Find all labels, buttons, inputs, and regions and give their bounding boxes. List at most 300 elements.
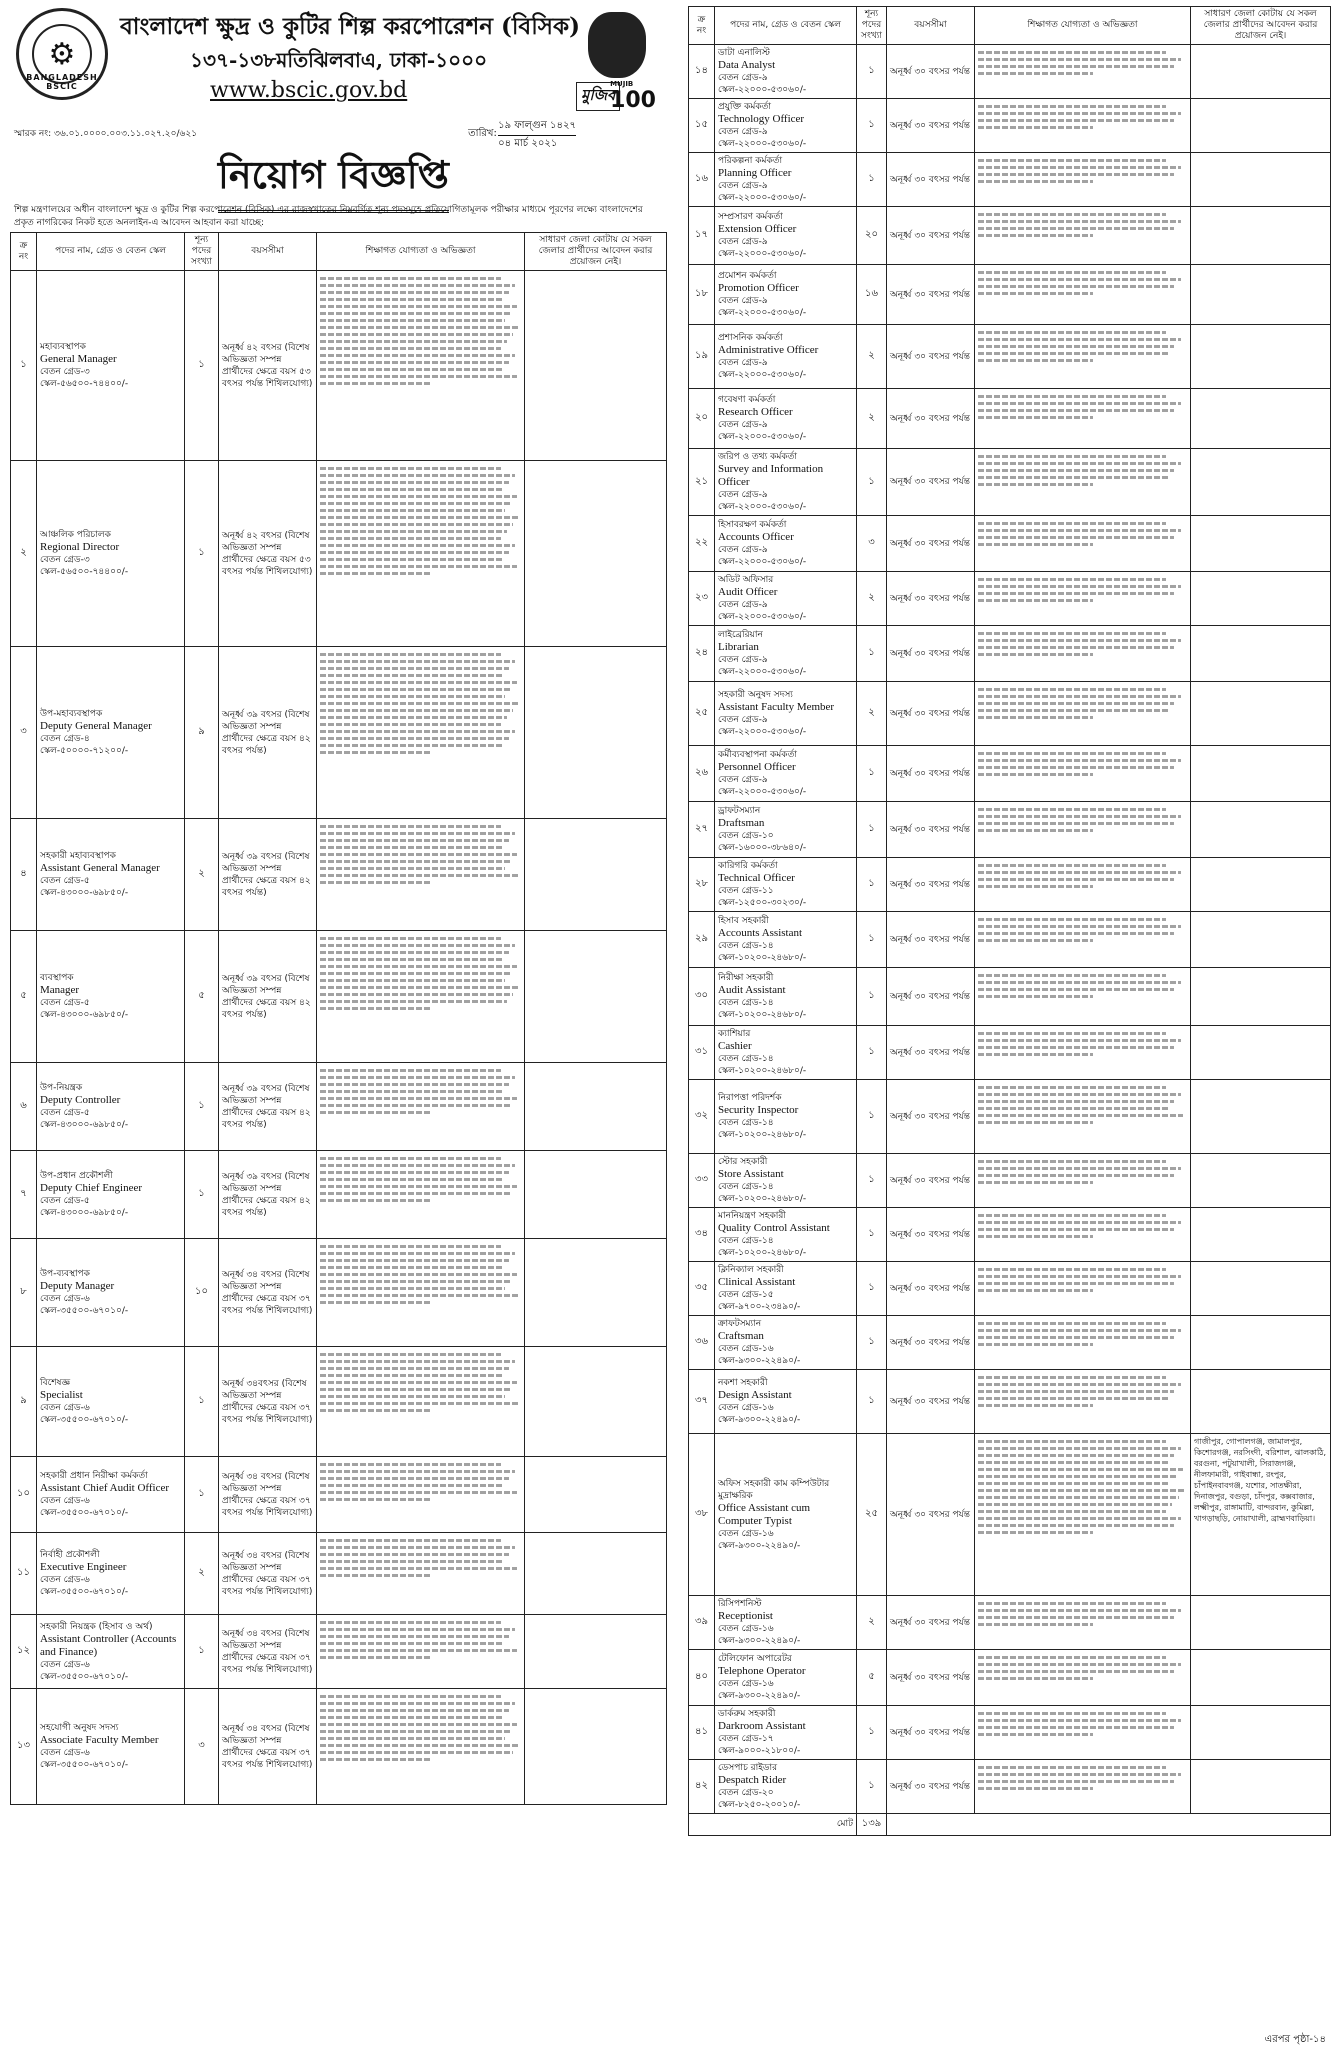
org-website[interactable]: www.bscic.gov.bd xyxy=(210,78,408,103)
vacancy-count: ১ xyxy=(185,1347,219,1457)
pay-scale: স্কেল-৫৬৫০০-৭৪৪০০/- xyxy=(40,379,129,389)
pay-scale: স্কেল-২২০০০-৫৩০৬০/- xyxy=(718,432,807,442)
total-spacer xyxy=(887,1814,1331,1836)
pay-scale: স্কেল-২২০০০-৫৩০৬০/- xyxy=(718,612,807,622)
text-line xyxy=(320,1287,505,1290)
vacancy-count: ১ xyxy=(185,1457,219,1533)
district-quota xyxy=(1191,1316,1331,1370)
pay-grade: বেতন গ্রেড-৬ xyxy=(40,1403,90,1413)
district-quota xyxy=(1191,1154,1331,1208)
gear-emblem-icon: ⚙ xyxy=(32,24,92,84)
text-line xyxy=(978,716,1093,719)
post-name-en: Audit Officer xyxy=(718,586,778,598)
pay-scale: স্কেল-২২০০০-৫৩০৬০/- xyxy=(718,193,807,203)
text-line xyxy=(320,1546,515,1549)
text-line xyxy=(320,1709,509,1712)
text-line xyxy=(320,860,511,863)
col-dist: সাধারণ জেলা কোটায় যে সকল জেলার প্রার্থীদের আবেদন করার প্রয়োজন নেই। xyxy=(1191,7,1331,45)
pay-grade: বেতন গ্রেড-১৬ xyxy=(718,1403,774,1413)
age-limit: অনূর্ধ্ব ৩০ বৎসর পর্যন্ত xyxy=(887,1208,975,1262)
post-name-bn: অফিস সহকারী কাম কম্পিউটার মুদ্রাক্ষরিক xyxy=(718,1478,830,1501)
text-line xyxy=(320,1484,503,1487)
vacancy-count: ১ xyxy=(857,1026,887,1080)
text-line xyxy=(978,1712,1166,1715)
pay-scale: স্কেল-১৬০০০-৩৮৬৪০/- xyxy=(718,843,807,853)
text-line xyxy=(320,1621,501,1624)
post-name-bn: হিসাব সহকারী xyxy=(718,916,769,926)
vacancy-count: ৫ xyxy=(857,1650,887,1706)
pay-grade: বেতন গ্রেড-১৪ xyxy=(718,1182,774,1192)
text-line xyxy=(320,572,431,575)
pay-scale: স্কেল-৪৩০০০-৬৯৮৫০/- xyxy=(40,1120,129,1130)
text-line xyxy=(320,1649,517,1652)
text-line xyxy=(978,278,1181,281)
qualification-text xyxy=(975,1760,1191,1814)
post-name-en: Librarian xyxy=(718,641,759,653)
text-line xyxy=(320,937,501,940)
text-line xyxy=(978,1503,1172,1506)
text-line xyxy=(320,1192,511,1195)
district-quota xyxy=(1191,1650,1331,1706)
vacancy-count: ২ xyxy=(185,819,219,931)
district-quota xyxy=(525,819,667,931)
table-row xyxy=(11,271,667,461)
text-line xyxy=(978,462,1181,465)
vacancy-count: ১ xyxy=(857,802,887,858)
vacancy-count: ১ xyxy=(857,746,887,802)
pay-grade: বেতন গ্রেড-৯ xyxy=(718,655,768,665)
serial-no: ৭ xyxy=(11,1151,37,1239)
post-name-bn: আঞ্চলিক পরিচালক xyxy=(40,530,111,540)
text-line xyxy=(978,1733,1093,1736)
text-line xyxy=(320,723,501,726)
text-line xyxy=(978,1670,1174,1673)
serial-no: ২৮ xyxy=(689,858,715,912)
serial-no: ৬ xyxy=(11,1063,37,1151)
text-line xyxy=(320,544,515,547)
text-line xyxy=(320,1730,511,1733)
serial-no: ১৯ xyxy=(689,325,715,389)
text-line xyxy=(978,988,1174,991)
serial-no: ৩৩ xyxy=(689,1154,715,1208)
text-line xyxy=(320,839,509,842)
post-name-en: Despatch Rider xyxy=(718,1774,787,1786)
text-line xyxy=(978,759,1181,762)
table-row xyxy=(689,207,1331,265)
qualification-text xyxy=(975,746,1191,802)
table-row xyxy=(689,1208,1331,1262)
text-line xyxy=(978,1167,1181,1170)
serial-no: ৮ xyxy=(11,1239,37,1347)
pay-grade: বেতন গ্রেড-৯ xyxy=(718,181,768,191)
text-line xyxy=(320,653,501,656)
text-line xyxy=(978,1726,1174,1729)
text-line xyxy=(320,660,515,663)
text-line xyxy=(978,1524,1174,1527)
pay-scale: স্কেল-৩৫৫০০-৬৭০১০/- xyxy=(40,1587,129,1597)
text-line xyxy=(978,1093,1181,1096)
text-line xyxy=(320,1402,519,1405)
text-line xyxy=(978,536,1174,539)
right-table-body xyxy=(689,45,1331,1814)
text-line xyxy=(320,326,519,329)
text-line xyxy=(320,993,513,996)
serial-no: ১৭ xyxy=(689,207,715,265)
post-name-en: Research Officer xyxy=(718,406,793,418)
district-quota xyxy=(1191,325,1331,389)
post-name-bn: সহকারী নিয়ন্ত্রক (হিসাব ও অর্থ) xyxy=(40,1621,153,1632)
text-line xyxy=(320,1635,509,1638)
text-line xyxy=(320,1252,515,1255)
district-quota xyxy=(1191,682,1331,746)
text-line xyxy=(978,1602,1166,1605)
pay-scale: স্কেল-২২০০০-৫৩০৬০/- xyxy=(718,139,807,149)
post-name-bn: ক্যাশিয়ার xyxy=(718,1029,751,1039)
vacancy-count: ১ xyxy=(857,99,887,153)
pay-grade: বেতন গ্রেড-১১ xyxy=(718,886,774,896)
post-name-bn: সহযোগী অনুষদ সদস্য xyxy=(40,1723,119,1733)
vacancy-count: ১ xyxy=(185,461,219,647)
text-line xyxy=(978,864,1166,867)
col-age: বয়সসীমা xyxy=(887,7,975,45)
text-line xyxy=(320,867,505,870)
text-line xyxy=(320,751,431,754)
text-line xyxy=(978,578,1166,581)
district-quota xyxy=(525,461,667,647)
text-line xyxy=(320,1090,503,1093)
text-line xyxy=(320,1628,515,1631)
text-line xyxy=(978,974,1166,977)
age-limit: অনূর্ধ্ব ৩০ বৎসর পর্যন্ত xyxy=(887,389,975,449)
text-line xyxy=(320,1273,517,1276)
qualification-text xyxy=(975,1370,1191,1434)
text-line xyxy=(978,51,1166,54)
post-name-bn: উপ-মহাব্যবস্থাপক xyxy=(40,709,103,719)
vacancy-count: ১ xyxy=(857,858,887,912)
post-name-bn: উপ-প্রধান প্রকৌশলী xyxy=(40,1171,113,1181)
text-line xyxy=(978,1268,1166,1271)
col-post: পদের নাম, গ্রেড ও বেতন স্কেল xyxy=(715,7,857,45)
text-line xyxy=(320,1294,519,1297)
post-cell xyxy=(37,1063,185,1151)
mujib-sub: MUJIB xyxy=(610,80,634,88)
post-name-en: Assistant Chief Audit Officer xyxy=(40,1482,170,1494)
text-line xyxy=(320,1374,503,1377)
post-name-en: Assistant Controller (Accounts and Finance) xyxy=(40,1632,177,1658)
table-row xyxy=(689,1154,1331,1208)
text-line xyxy=(978,829,1093,832)
pay-scale: স্কেল-২২০০০-৫৩০৬০/- xyxy=(718,502,807,512)
pay-grade: বেতন গ্রেড-১৬ xyxy=(718,1528,774,1539)
district-quota xyxy=(525,1533,667,1615)
pay-grade: বেতন গ্রেড-৬ xyxy=(40,1496,90,1506)
post-name-en: Executive Engineer xyxy=(40,1561,127,1573)
date-en: ০৪ মার্চ ২০২১ xyxy=(498,138,558,149)
table-row xyxy=(689,99,1331,153)
vacancy-count: ১ xyxy=(857,626,887,682)
pay-scale: স্কেল-৩৫৫০০-৬৭০১০/- xyxy=(40,1306,129,1316)
post-name-en: Assistant Faculty Member xyxy=(718,701,835,713)
text-line xyxy=(320,509,505,512)
serial-no: ২৭ xyxy=(689,802,715,858)
text-line xyxy=(978,1100,1174,1103)
serial-no: ১১ xyxy=(11,1533,37,1615)
text-line xyxy=(320,744,503,747)
post-name-en: Security Inspector xyxy=(718,1104,799,1116)
text-line xyxy=(320,340,507,343)
text-line xyxy=(978,455,1166,458)
text-line xyxy=(320,1000,507,1003)
table-row xyxy=(689,153,1331,207)
pay-grade: বেতন গ্রেড-১০ xyxy=(718,831,774,841)
text-line xyxy=(320,716,507,719)
text-line xyxy=(978,345,1174,348)
post-name-bn: ক্লিনিক্যাল সহকারী xyxy=(718,1265,784,1275)
text-line xyxy=(978,815,1181,818)
post-cell xyxy=(715,153,857,207)
text-line xyxy=(978,469,1174,472)
post-cell xyxy=(715,1080,857,1154)
text-line xyxy=(978,1336,1174,1339)
qualification-text xyxy=(975,389,1191,449)
pay-scale: স্কেল-১০২০০-২৪৬৮০/- xyxy=(718,1130,807,1140)
qualification-text xyxy=(317,647,525,819)
post-name-en: Promotion Officer xyxy=(718,282,799,294)
text-line xyxy=(978,925,1181,928)
text-line xyxy=(978,1322,1166,1325)
post-name-en: Store Assistant xyxy=(718,1168,784,1180)
vacancy-count: ২৫ xyxy=(857,1434,887,1596)
age-limit: অনূর্ধ্ব ৩০ বৎসর পর্যন্ত xyxy=(887,858,975,912)
age-limit: অনূর্ধ্ব ৩০ বৎসর পর্যন্ত xyxy=(887,45,975,99)
text-line xyxy=(978,58,1181,61)
text-line xyxy=(978,1053,1093,1056)
text-line xyxy=(978,1489,1185,1492)
pay-grade: বেতন গ্রেড-৯ xyxy=(718,490,768,500)
post-name-en: General Manager xyxy=(40,353,117,365)
district-quota xyxy=(1191,1208,1331,1262)
text-line xyxy=(320,695,505,698)
age-limit: অনূর্ধ্ব ৩৪ বৎসর (বিশেষ অভিজ্ঞতা সম্পন্ন প্রার্থীদের ক্ষেত্রে বয়স ৩৭ বৎসর পর্যন্ত শিথিলযোগ্য) xyxy=(219,1457,317,1533)
serial-no: ১০ xyxy=(11,1457,37,1533)
col-age: বয়সসীমা xyxy=(219,233,317,271)
qualification-text xyxy=(975,1026,1191,1080)
age-limit: অনূর্ধ্ব ৩০ বৎসর পর্যন্ত xyxy=(887,968,975,1026)
text-line xyxy=(978,1282,1174,1285)
serial-no: ৩ xyxy=(11,647,37,819)
text-line xyxy=(320,881,431,884)
qualification-text xyxy=(975,1154,1191,1208)
table-row xyxy=(11,647,667,819)
age-limit: অনূর্ধ্ব ৩০ বৎসর পর্যন্ত xyxy=(887,682,975,746)
post-cell xyxy=(715,572,857,626)
table-row xyxy=(689,325,1331,389)
vacancy-count: ৯ xyxy=(185,647,219,819)
table-row xyxy=(689,1760,1331,1814)
table-row xyxy=(689,682,1331,746)
district-quota xyxy=(1191,1596,1331,1650)
org-address: ১৩৭-১৩৮মতিঝিলবাএ, ঢাকা-১০০০ xyxy=(190,48,488,72)
qualification-text xyxy=(975,1596,1191,1650)
post-cell xyxy=(715,1154,857,1208)
qualification-text xyxy=(317,1347,525,1457)
table-row xyxy=(689,449,1331,516)
vacancy-count: ১ xyxy=(857,1760,887,1814)
text-line xyxy=(978,1461,1168,1464)
text-line xyxy=(320,674,503,677)
post-cell xyxy=(715,682,857,746)
qualification-text xyxy=(975,682,1191,746)
post-cell xyxy=(715,1316,857,1370)
text-line xyxy=(320,853,517,856)
text-line xyxy=(320,1695,501,1698)
text-line xyxy=(320,361,509,364)
table-row xyxy=(11,461,667,647)
text-line xyxy=(320,688,511,691)
text-line xyxy=(320,1539,501,1542)
vacancy-count: ১ xyxy=(857,153,887,207)
qualification-text xyxy=(317,1533,525,1615)
text-line xyxy=(978,529,1181,532)
vacancy-count: ২ xyxy=(857,682,887,746)
text-line xyxy=(320,1388,511,1391)
text-line xyxy=(320,1470,515,1473)
age-limit: অনূর্ধ্ব ৩০ বৎসর পর্যন্ত xyxy=(887,1706,975,1760)
post-name-bn: সহকারী অনুষদ সদস্য xyxy=(718,690,793,700)
text-line xyxy=(978,766,1174,769)
serial-no: ২ xyxy=(11,461,37,647)
post-name-bn: টেলিফোন অপারেটর xyxy=(718,1654,792,1664)
pay-grade: বেতন গ্রেড-১৪ xyxy=(718,1236,774,1246)
district-quota xyxy=(1191,449,1331,516)
pay-grade: বেতন গ্রেড-১৪ xyxy=(718,1054,774,1064)
post-name-bn: স্টোর সহকারী xyxy=(718,1157,768,1167)
table-row xyxy=(689,746,1331,802)
post-cell xyxy=(715,1370,857,1434)
qualification-text xyxy=(317,461,525,647)
post-name-en: Audit Assistant xyxy=(718,984,786,996)
text-line xyxy=(978,1766,1166,1769)
text-line xyxy=(320,312,511,315)
text-line xyxy=(320,1737,505,1740)
text-line xyxy=(978,522,1166,525)
age-limit: অনূর্ধ্ব ৩০ বৎসর পর্যন্ত xyxy=(887,516,975,572)
serial-no: ২৪ xyxy=(689,626,715,682)
serial-no: ১৩ xyxy=(11,1689,37,1805)
vacancy-count: ১ xyxy=(857,1208,887,1262)
post-name-en: Accounts Officer xyxy=(718,531,794,543)
pay-scale: স্কেল-১০২০০-২৪৬৮০/- xyxy=(718,1194,807,1204)
post-name-en: Darkroom Assistant xyxy=(718,1720,806,1732)
qualification-text xyxy=(317,1689,525,1805)
text-line xyxy=(978,752,1166,755)
age-limit: অনূর্ধ্ব ৩০ বৎসর পর্যন্ত xyxy=(887,1596,975,1650)
pay-grade: বেতন গ্রেড-১৬ xyxy=(718,1344,774,1354)
qualification-text xyxy=(975,858,1191,912)
text-line xyxy=(978,878,1174,881)
text-line xyxy=(320,565,517,568)
pay-scale: স্কেল-৯০০০-২১৮০০/- xyxy=(718,1746,801,1756)
text-line xyxy=(978,1376,1166,1379)
text-line xyxy=(978,338,1181,341)
vacancy-count: ৩ xyxy=(185,1689,219,1805)
post-name-en: Personnel Officer xyxy=(718,761,796,773)
text-line xyxy=(978,822,1174,825)
serial-no: ২৫ xyxy=(689,682,715,746)
post-name-en: Deputy Chief Engineer xyxy=(40,1182,143,1194)
district-quota xyxy=(525,1689,667,1805)
post-name-bn: প্রমোশন কর্মকর্তা xyxy=(718,271,777,281)
serial-no: ৪০ xyxy=(689,1650,715,1706)
pay-grade: বেতন গ্রেড-৬ xyxy=(40,1294,90,1304)
post-name-bn: মহাব্যবস্থাপক xyxy=(40,342,86,352)
age-limit: অনূর্ধ্ব ৩০ বৎসর পর্যন্ত xyxy=(887,912,975,968)
text-line xyxy=(978,995,1093,998)
post-name-bn: ডাটা এনালিস্ট xyxy=(718,48,770,58)
post-cell xyxy=(715,1706,857,1760)
text-line xyxy=(320,551,509,554)
text-line xyxy=(978,1107,1168,1110)
post-name-bn: ড্রাফটসম্যান xyxy=(718,806,761,816)
text-line xyxy=(320,1185,517,1188)
post-cell xyxy=(715,389,857,449)
left-table-body xyxy=(11,271,667,1805)
pay-scale: স্কেল-৪৩০০০-৬৯৮৫০/- xyxy=(40,1208,129,1218)
text-line xyxy=(978,1235,1093,1238)
table-row xyxy=(11,1533,667,1615)
pay-grade: বেতন গ্রেড-১৪ xyxy=(718,941,774,951)
district-quota xyxy=(1191,1262,1331,1316)
text-line xyxy=(978,1468,1183,1471)
text-line xyxy=(320,874,519,877)
text-line xyxy=(320,481,509,484)
post-cell xyxy=(715,516,857,572)
mujib-logo xyxy=(576,12,656,132)
district-quota xyxy=(1191,153,1331,207)
post-name-bn: রিসিপশনিস্ট xyxy=(718,1599,762,1609)
age-limit: অনূর্ধ্ব ৩০ বৎসর পর্যন্ত xyxy=(887,1316,975,1370)
district-quota xyxy=(525,647,667,819)
text-line xyxy=(978,1440,1166,1443)
district-quota xyxy=(525,1457,667,1533)
age-limit: অনূর্ধ্ব ৩০ বৎসর পর্যন্ত xyxy=(887,746,975,802)
text-line xyxy=(978,1174,1174,1177)
text-line xyxy=(978,1677,1093,1680)
age-limit: অনূর্ধ্ব ৩০ বৎসর পর্যন্ত xyxy=(887,1650,975,1706)
pay-grade: বেতন গ্রেড-৩ xyxy=(40,555,90,565)
date-box xyxy=(468,118,576,153)
text-line xyxy=(978,702,1174,705)
pay-grade: বেতন গ্রেড-১৪ xyxy=(718,998,774,1008)
text-line xyxy=(320,354,515,357)
text-line xyxy=(978,1390,1174,1393)
post-cell xyxy=(37,1615,185,1689)
serial-no: ৩২ xyxy=(689,1080,715,1154)
text-line xyxy=(320,1111,431,1114)
text-line xyxy=(320,1259,509,1262)
table-row xyxy=(11,1151,667,1239)
table-row xyxy=(11,1457,667,1533)
district-quota xyxy=(1191,968,1331,1026)
pay-scale: স্কেল-২২০০০-৫৩০৬০/- xyxy=(718,249,807,259)
text-line xyxy=(320,1702,515,1705)
text-line xyxy=(320,368,503,371)
serial-no: ১৪ xyxy=(689,45,715,99)
text-line xyxy=(978,1160,1166,1163)
total-label: মোট xyxy=(689,1814,857,1836)
post-cell xyxy=(37,931,185,1063)
text-line xyxy=(978,1086,1166,1089)
